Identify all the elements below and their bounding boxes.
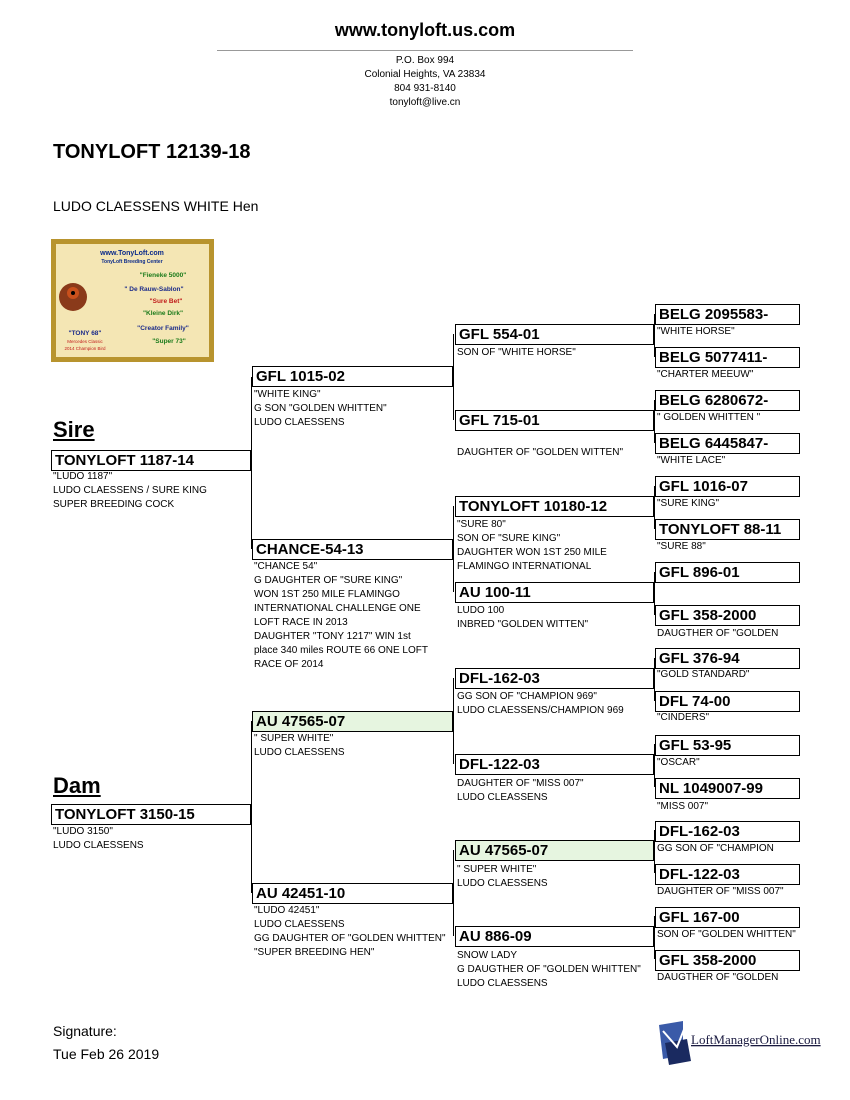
great-grandparent-ring-box: GFL 554-01 (455, 324, 654, 345)
grandparent-notes: "WHITE KING" G SON "GOLDEN WHITTEN" LUDO CLAESSENS (254, 389, 387, 428)
ancestor-notes: "CINDERS" (657, 712, 710, 723)
ancestor-ring-box: DFL-162-03 (655, 821, 800, 842)
ancestor-notes: "SURE 88" (657, 541, 706, 552)
ancestor-notes: GG SON OF "CHAMPION (657, 843, 774, 854)
grandparent-notes: " SUPER WHITE" LUDO CLAESSENS (254, 733, 345, 758)
signature-label: Signature: (53, 1023, 117, 1039)
ancestor-ring-box: GFL 896-01 (655, 562, 800, 583)
ancestor-notes: "MISS 007" (657, 801, 709, 812)
great-grandparent-notes: DAUGHTER OF "GOLDEN WITTEN" (457, 447, 623, 458)
address-line: P.O. Box 994 (395, 55, 455, 66)
bird-description: LUDO CLAESSENS WHITE Hen (53, 198, 259, 214)
ancestor-ring-box: TONYLOFT 88-11 (655, 519, 800, 540)
great-grandparent-ring-box: AU 100-11 (455, 582, 654, 603)
ancestor-notes: DAUGTHER OF "GOLDEN (657, 628, 779, 639)
logo-text: "Creator Family" (137, 325, 189, 332)
great-grandparent-notes: " SUPER WHITE" LUDO CLAESSENS (457, 864, 548, 889)
bird-ring-title: TONYLOFT 12139-18 (53, 141, 251, 163)
grandparent-ring-box: AU 42451-10 (252, 883, 453, 904)
logo-text: www.TonyLoft.com (100, 250, 164, 257)
loftmanager-logo (657, 1021, 821, 1065)
great-grandparent-ring-box: DFL-122-03 (455, 754, 654, 775)
ancestor-ring-box: GFL 53-95 (655, 735, 800, 756)
ancestor-notes: " GOLDEN WHITTEN " (657, 412, 761, 423)
ancestor-ring-box: GFL 376-94 (655, 648, 800, 669)
ancestor-ring-box: GFL 167-00 (655, 907, 800, 928)
sire-ring-box: TONYLOFT 1187-14 (51, 450, 251, 471)
grandparent-notes: "LUDO 42451" LUDO CLAESSENS GG DAUGHTER OF "GOLDEN WHITTEN" "SUPER BREEDING HEN" (254, 905, 446, 958)
connector-line (453, 850, 454, 936)
ancestor-ring-box: BELG 2095583- (655, 304, 800, 325)
sire-notes: "LUDO 1187" LUDO CLAESSENS / SURE KING SUPER BREEDING COCK (53, 471, 207, 510)
tonyloft-logo-image (51, 239, 214, 362)
address-line: 804 931-8140 (394, 83, 456, 94)
great-grandparent-ring-box: AU 47565-07 (455, 840, 654, 861)
ancestor-notes: SON OF "GOLDEN WHITTEN" (657, 929, 796, 940)
logo-text: "Kleine Dirk" (142, 310, 184, 317)
ancestor-ring-box: BELG 6280672- (655, 390, 800, 411)
logo-text: "Super 73" (152, 338, 186, 345)
ancestor-notes: DAUGHTER OF "MISS 007" (657, 886, 784, 897)
address-line: Colonial Heights, VA 23834 (364, 69, 486, 80)
logo-text: Mercedes Classic (67, 339, 103, 344)
ancestor-notes: "GOLD STANDARD" (657, 669, 750, 680)
ancestor-ring-box: BELG 6445847- (655, 433, 800, 454)
address-line: tonyloft@live.cn (389, 97, 461, 108)
great-grandparent-notes: SNOW LADY G DAUGTHER OF "GOLDEN WHITTEN" LUDO CLAESSENS (457, 950, 641, 989)
logo-text: " De Rauw-Sablon" (124, 286, 184, 293)
logo-text: "Sure Bet" (149, 298, 183, 305)
website-heading: www.tonyloft.us.com (334, 20, 516, 40)
connector-line (251, 721, 252, 893)
ancestor-notes: "SURE KING" (657, 498, 720, 509)
ancestor-ring-box: GFL 1016-07 (655, 476, 800, 497)
print-date: Tue Feb 26 2019 (53, 1046, 160, 1062)
logo-text: TonyLoft Breeding Center (101, 259, 163, 265)
ancestor-notes: "OSCAR" (657, 757, 700, 768)
ancestor-ring-box: GFL 358-2000 (655, 605, 800, 626)
logo-text: 2014 Champion Bird (64, 346, 106, 351)
ancestor-ring-box: DFL 74-00 (655, 691, 800, 712)
grandparent-notes: "CHANCE 54" G DAUGHTER OF "SURE KING" WON 1ST 250 MILE FLAMINGO INTERNATIONAL CHALLENGE ONE LOFT RACE IN 2013 DAUGHTER "TONY 1217" WIN 1st place 340 miles ROUTE 66 ONE LOFT RACE OF 2014 (254, 561, 428, 670)
connector-line (453, 506, 454, 592)
great-grandparent-notes: SON OF "WHITE HORSE" (457, 347, 576, 358)
great-grandparent-ring-box: DFL-162-03 (455, 668, 654, 689)
address-block (0, 54, 850, 110)
brand-text: LoftManagerOnline.com (691, 1032, 821, 1047)
dam-notes: "LUDO 3150" LUDO CLAESSENS (53, 826, 144, 851)
logo-text: "Fieneke 5000" (139, 272, 187, 279)
ancestor-ring-box: NL 1049007-99 (655, 778, 800, 799)
dam-ring-box: TONYLOFT 3150-15 (51, 804, 251, 825)
connector-line (453, 334, 454, 420)
great-grandparent-ring-box: AU 886-09 (455, 926, 654, 947)
dam-label: Dam (53, 773, 101, 798)
great-grandparent-ring-box: TONYLOFT 10180-12 (455, 496, 654, 517)
ancestor-notes: "WHITE HORSE" (657, 326, 735, 337)
grandparent-ring-box: CHANCE-54-13 (252, 539, 453, 560)
great-grandparent-notes: "SURE 80" SON OF "SURE KING" DAUGHTER WON 1ST 250 MILE FLAMINGO INTERNATIONAL (457, 519, 607, 572)
great-grandparent-notes: DAUGHTER OF "MISS 007" LUDO CLEASSENS (457, 778, 584, 803)
grandparent-ring-box: GFL 1015-02 (252, 366, 453, 387)
grandparent-ring-box: AU 47565-07 (252, 711, 453, 732)
ancestor-ring-box: DFL-122-03 (655, 864, 800, 885)
ancestor-notes: "WHITE LACE" (657, 455, 726, 466)
great-grandparent-ring-box: GFL 715-01 (455, 410, 654, 431)
connector-line (453, 678, 454, 764)
ancestor-ring-box: BELG 5077411- (655, 347, 800, 368)
great-grandparent-notes: GG SON OF "CHAMPION 969" LUDO CLAESSENS/CHAMPION 969 (457, 691, 624, 716)
connector-line (251, 377, 252, 549)
ancestor-ring-box: GFL 358-2000 (655, 950, 800, 971)
ancestor-notes: "CHARTER MEEUW" (657, 369, 754, 380)
ancestor-notes: DAUGTHER OF "GOLDEN (657, 972, 779, 983)
great-grandparent-notes: LUDO 100 INBRED "GOLDEN WITTEN" (457, 605, 588, 630)
sire-label: Sire (53, 417, 95, 442)
header-divider (217, 50, 633, 51)
logo-text: "TONY 68" (68, 330, 102, 337)
